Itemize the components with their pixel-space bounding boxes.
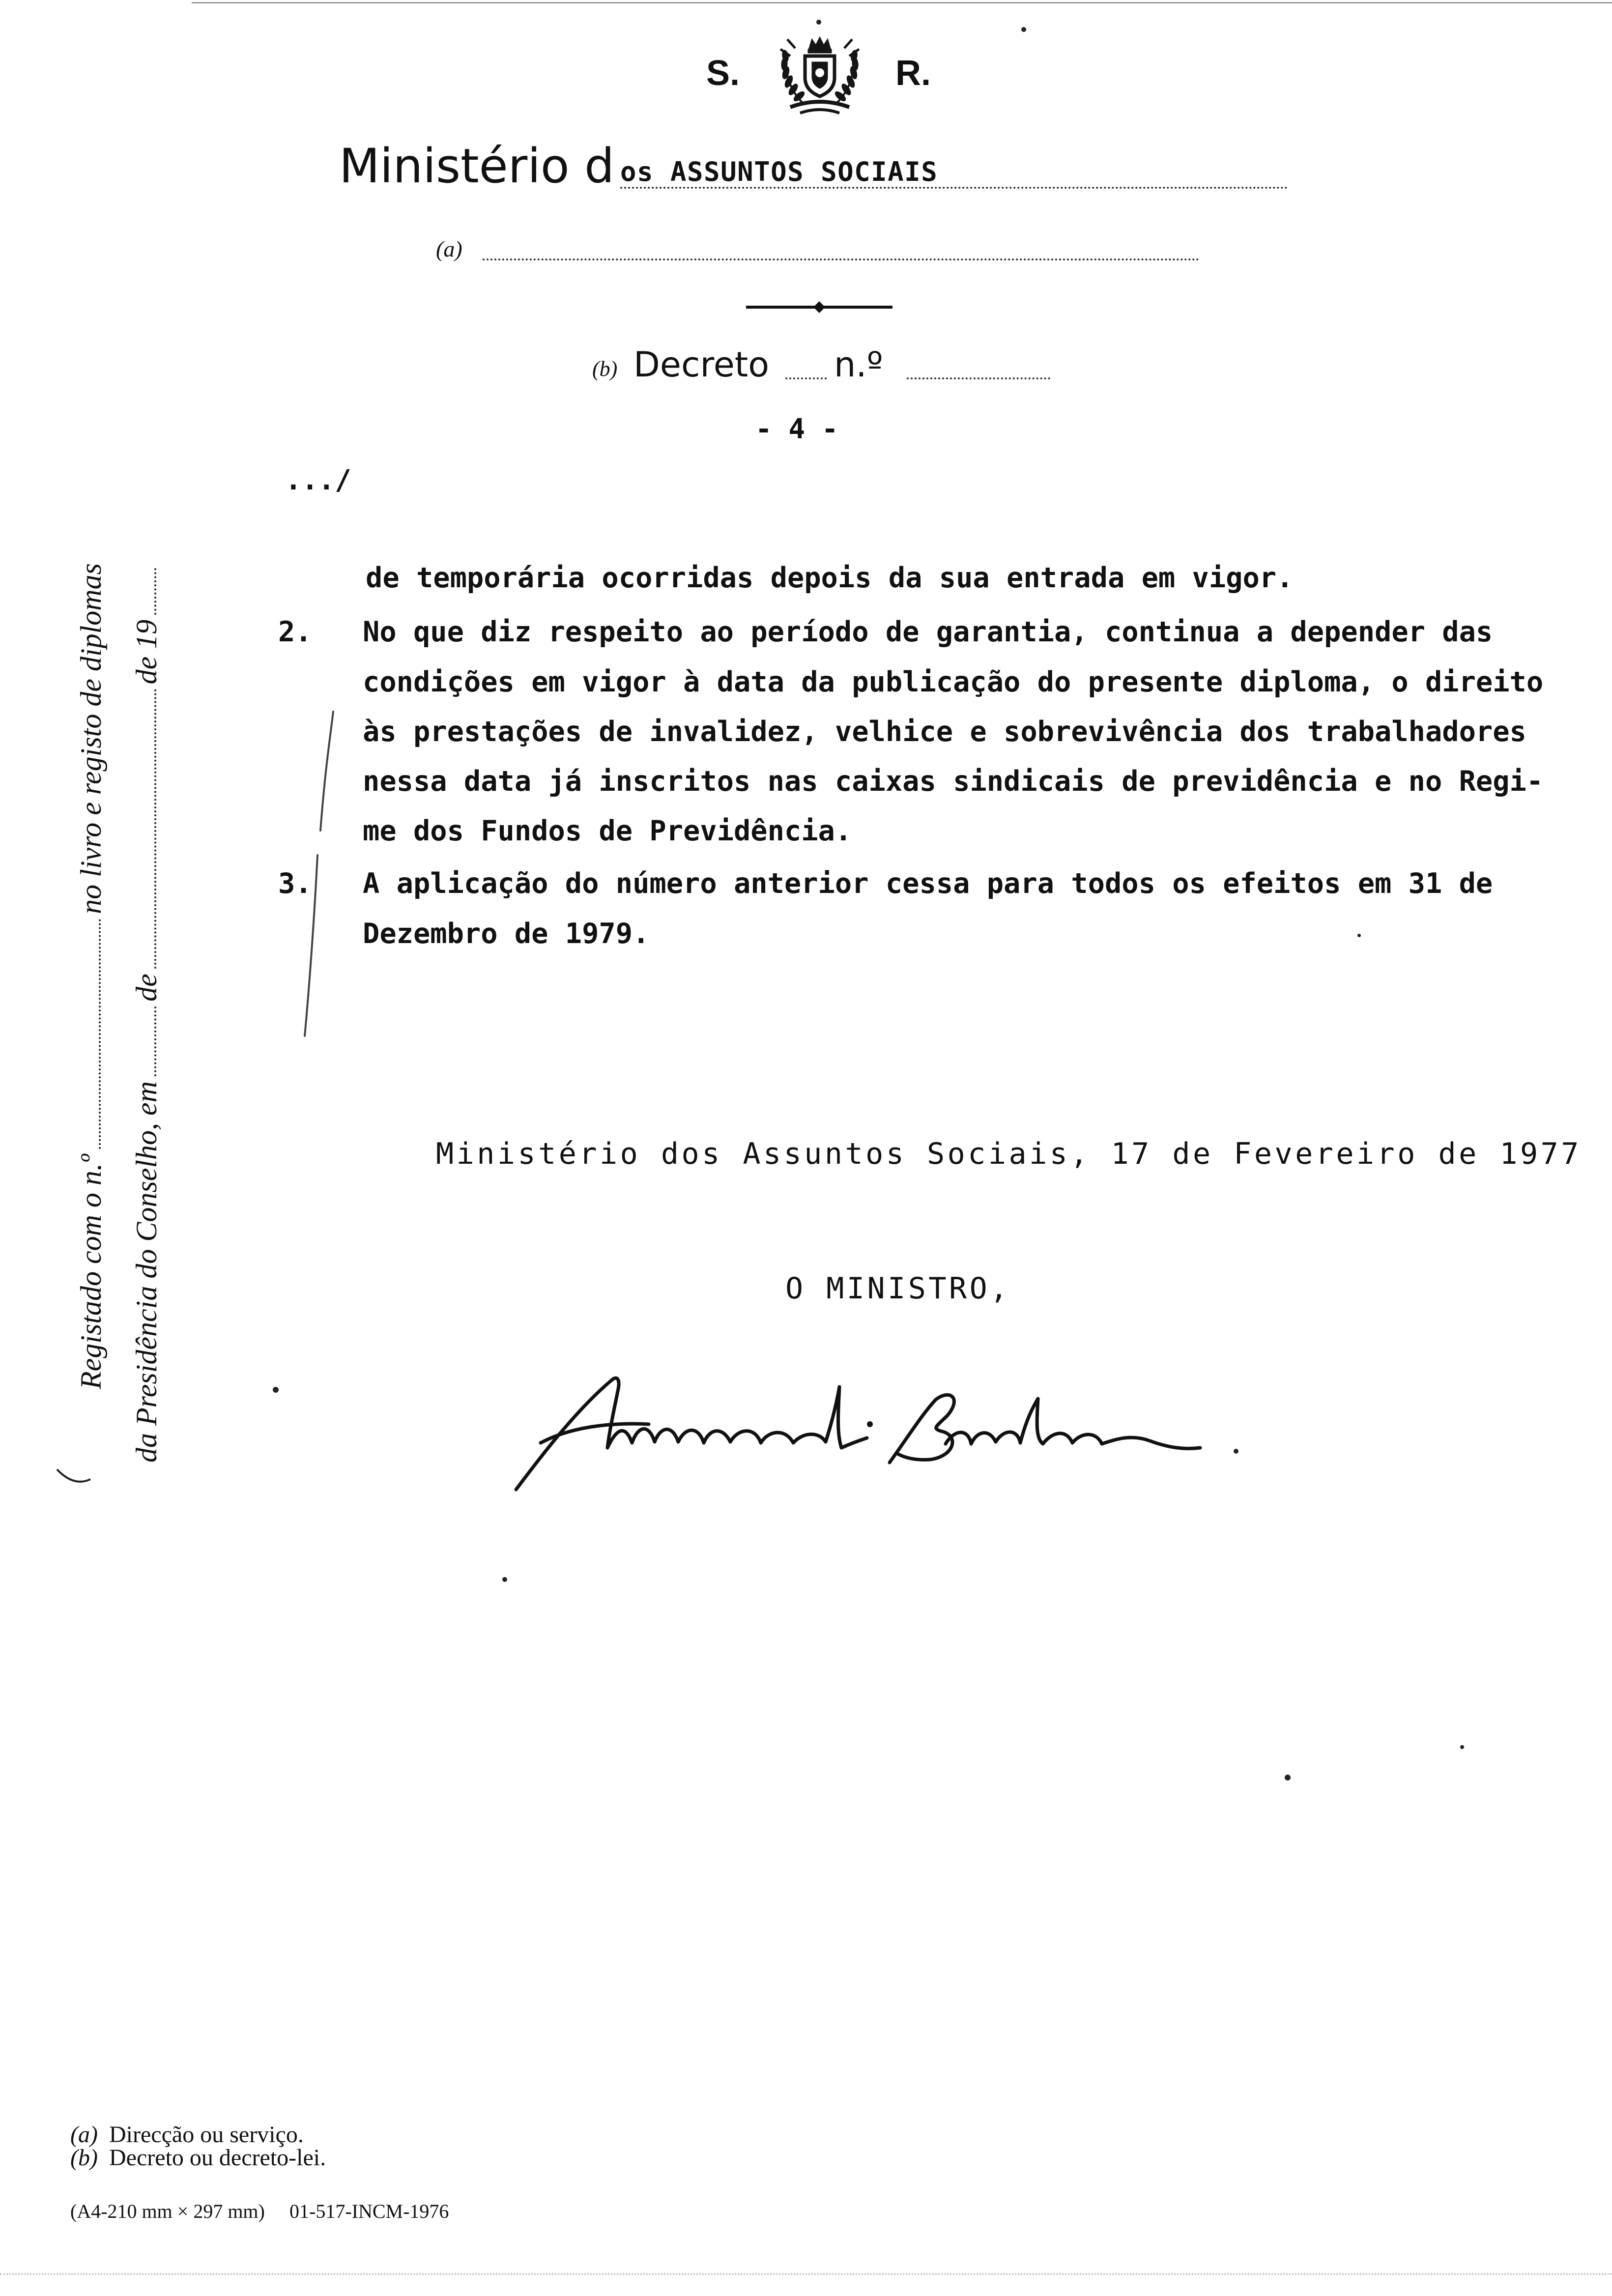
scan-speck — [1285, 1775, 1291, 1780]
scan-speck — [1460, 1745, 1464, 1749]
scan-speck — [816, 20, 821, 25]
footnote-marker: (b) — [70, 2145, 98, 2171]
signatory-title: O MINISTRO, — [785, 1271, 1010, 1306]
register-month-label: de — [130, 974, 163, 1002]
service-field-dotted-line — [483, 258, 1199, 260]
coat-of-arms-icon — [771, 34, 869, 117]
register-date-label: da Presidência do Conselho, em — [130, 1081, 163, 1463]
ministry-typed-name: os ASSUNTOS SOCIAIS — [620, 156, 938, 187]
body-line: A aplicação do número anterior cessa para todos os efeitos em 31 de — [363, 867, 1493, 900]
place-and-date: Ministério dos Assuntos Sociais, 17 de Fevereiro de 1977 — [436, 1137, 1582, 1171]
register-month-blank — [154, 689, 156, 969]
paper-format-code: (A4-210 mm × 297 mm) — [70, 2200, 265, 2222]
scan-speck — [1021, 27, 1026, 32]
header-letter-s: S. — [706, 54, 740, 93]
service-field-marker: (a) — [436, 236, 462, 261]
scan-bottom-edge — [0, 2273, 1612, 2275]
body-line: às prestações de invalidez, velhice e sobrevivência dos trabalhadores — [363, 716, 1526, 748]
scan-edge-line — [192, 2, 1612, 3]
register-number-blank — [99, 919, 101, 1149]
handwritten-signature — [511, 1369, 1209, 1497]
ministry-printed-label: Ministério d — [339, 139, 615, 194]
header-letter-r: R. — [895, 54, 931, 93]
paragraph-number: 3. — [278, 867, 312, 900]
decree-number-dotted-blank — [907, 377, 1050, 379]
margin-register-line-2 — [132, 563, 161, 1463]
footnote-text: Decreto ou decreto-lei. — [109, 2145, 326, 2171]
body-line: condições em vigor à data da publicação do presente diploma, o direito — [363, 666, 1544, 698]
decree-field-marker: (b) — [592, 357, 618, 381]
page-number: - 4 - — [755, 413, 838, 445]
decree-number-label: n.º — [834, 344, 883, 385]
ministry-dotted-line — [620, 187, 1288, 189]
scan-speck — [1357, 934, 1361, 937]
register-number-label: Registado com o n.º — [75, 1154, 107, 1389]
margin-pen-stroke — [295, 708, 344, 1042]
decree-label: Decreto — [633, 344, 770, 385]
body-line: No que diz respeito ao período de garantia, continua a depender das — [363, 616, 1493, 648]
paragraph-number: 2. — [278, 616, 312, 648]
scan-speck — [1234, 1449, 1238, 1454]
register-year-blank — [154, 568, 156, 615]
ornament-divider — [743, 299, 895, 316]
body-line: nessa data já inscritos nas caixas sindicais de previdência e no Regi- — [363, 765, 1544, 798]
register-book-label: no livro e registo de diplomas — [75, 563, 107, 914]
continuation-mark: .../ — [285, 464, 351, 496]
margin-register-line-1 — [76, 563, 106, 1389]
body-line: Dezembro de 1979. — [363, 918, 650, 950]
register-day-blank — [154, 1006, 156, 1076]
body-line: me dos Fundos de Previdência. — [363, 815, 852, 847]
footnote-text: Direcção ou serviço. — [109, 2122, 304, 2148]
decree-type-dotted-blank — [785, 377, 827, 379]
body-line: de temporária ocorridas depois da sua entrada em vigor. — [366, 562, 1294, 594]
margin-bracket — [54, 1464, 93, 1489]
footnote-marker: (a) — [70, 2122, 98, 2148]
register-year-label: de 19 — [130, 619, 163, 685]
form-print-code: 01-517-INCM-1976 — [289, 2200, 449, 2222]
scan-speck — [502, 1577, 507, 1582]
scan-speck — [273, 1387, 279, 1393]
